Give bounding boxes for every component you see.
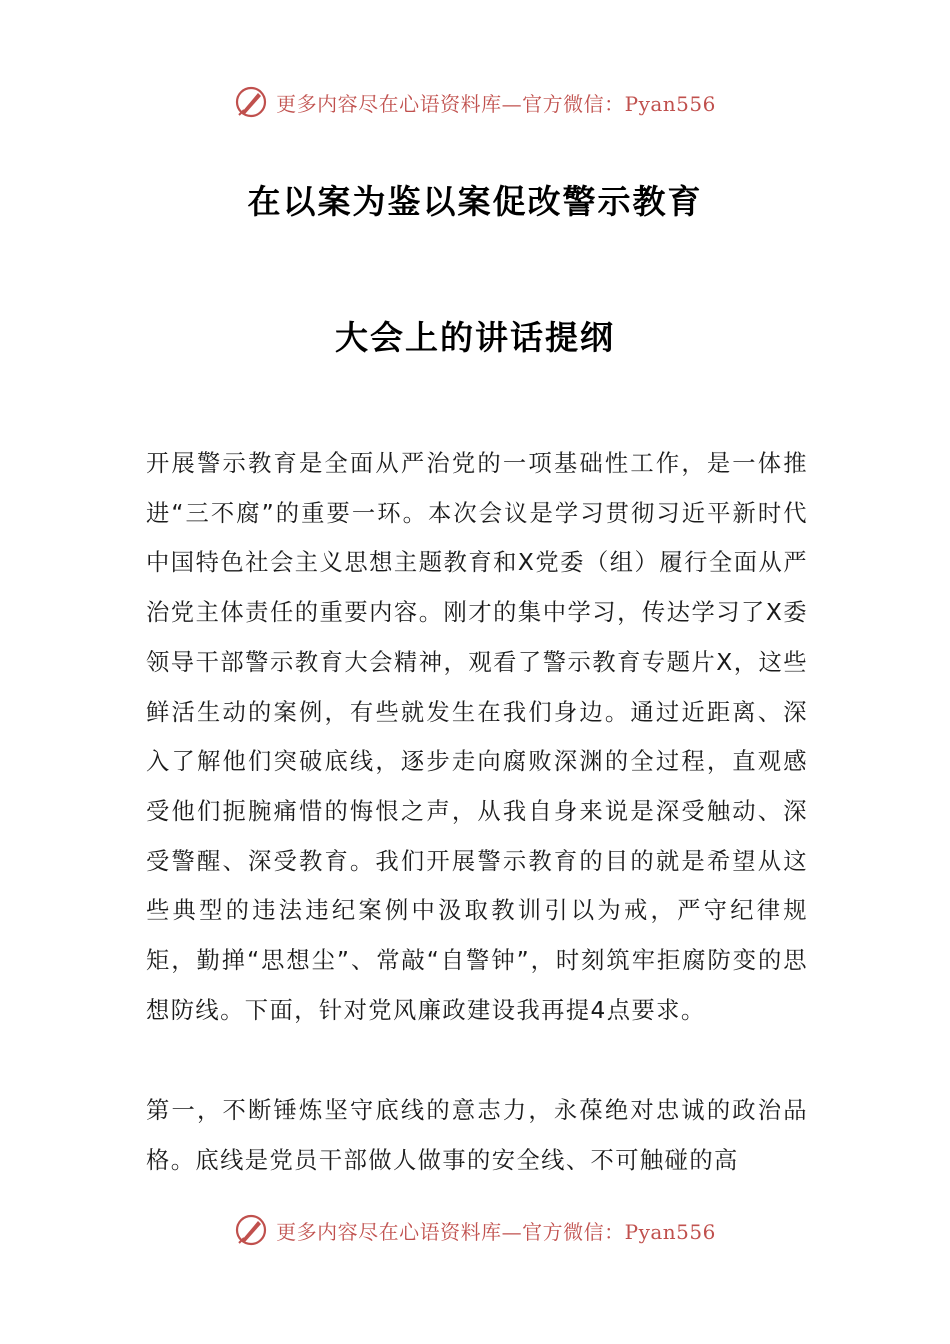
watermark-text: 更多内容尽在心语资料库—官方微信：Pyan556: [276, 91, 716, 116]
watermark-text: 更多内容尽在心语资料库—官方微信：Pyan556: [276, 1219, 716, 1244]
paragraph-text: 第一，不断锤炼坚守底线的意志力，永葆绝对忠诚的政治品格。底线是党员干部做人做事的安全线、不可触碰的高: [146, 1097, 808, 1174]
quill-pen-logo-icon: [234, 1213, 268, 1247]
document-title-line-1: 在以案为鉴以案促改警示教育: [247, 182, 703, 221]
body-paragraph-1: [146, 439, 808, 1035]
paragraph-text: 开展警示教育是全面从严治党的一项基础性工作，是一体推进“三不腐”的重要一环。本次会议是学习贯彻习近平新时代中国特色社会主义思想主题教育和X党委（组）履行全面从严治党主体责任的重要内容。刚才的集中学习，传达学习了X委领导干部警示教育大会精神，观看了警示教育专题片X，这些鲜活生动的案例，有些就发生在我们身边。通过近距离、深入了解他们突破底线，逐步走向腐败深渊的全过程，直观感受他们扼腕痛惜的悔恨之声，从我自身来说是深受触动、深受警醒、深受教育。我们开展警示教育的目的就是希望从这些典型的违法违纪案例中汲取教训引以为戒，严守纪律规矩，勤掸“思想尘”、常敲“自警钟”，时刻筑牢拒腐防变的思想防线。下面，针对党风廉政建设我再提4点要求。: [146, 450, 808, 1024]
quill-pen-logo-icon: [234, 85, 268, 119]
watermark-footer: [0, 1210, 950, 1250]
watermark-header: [0, 82, 950, 122]
body-paragraph-2: [146, 1086, 808, 1185]
document-title-line-2: 大会上的讲话提纲: [335, 318, 615, 357]
